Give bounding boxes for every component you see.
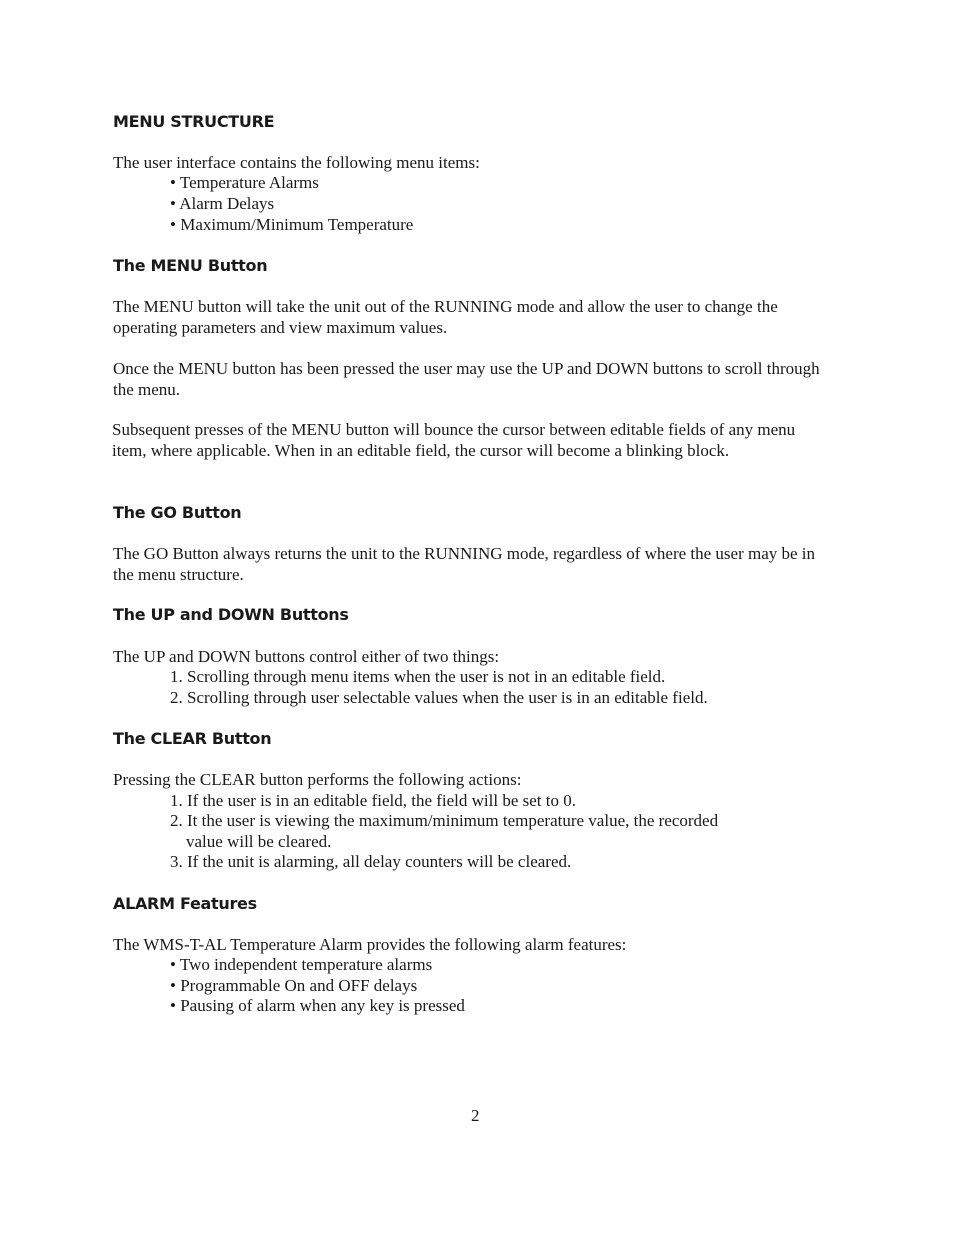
heading-updown-buttons: The UP and DOWN Buttons bbox=[113, 605, 349, 624]
heading-menu-structure: MENU STRUCTURE bbox=[113, 112, 275, 131]
alarm-features-intro: The WMS-T-AL Temperature Alarm provides the following alarm features: bbox=[113, 935, 627, 954]
updown-item-1: 1. Scrolling through menu items when the user is not in an editable field. bbox=[170, 667, 666, 686]
page-number: 2 bbox=[471, 1106, 480, 1125]
clear-item-2-line-1: 2. It the user is viewing the maximum/minimum temperature value, the recorded bbox=[170, 811, 719, 830]
heading-go-button: The GO Button bbox=[113, 503, 242, 522]
menu-button-paragraph-3: Subsequent presses of the MENU button will bounce the cursor between editable fields of any menu item, where applicable. When in an editable field, the cursor will become a blinking block. bbox=[112, 420, 796, 460]
clear-item-3: 3. If the unit is alarming, all delay counters will be cleared. bbox=[170, 852, 572, 871]
heading-menu-button: The MENU Button bbox=[113, 256, 268, 275]
updown-item-2: 2. Scrolling through user selectable values when the user is in an editable field. bbox=[170, 688, 708, 707]
heading-clear-button: The CLEAR Button bbox=[113, 729, 272, 748]
go-button-paragraph: The GO Button always returns the unit to the RUNNING mode, regardless of where the user may be in the menu structure. bbox=[113, 544, 816, 584]
alarm-feature-item-3: • Pausing of alarm when any key is pressed bbox=[170, 996, 465, 1015]
menu-item-alarm-delays: • Alarm Delays bbox=[170, 194, 275, 213]
menu-button-paragraph-1: The MENU button will take the unit out of the RUNNING mode and allow the user to change the operating parameters and view maximum values. bbox=[113, 297, 778, 337]
menu-item-max-min-temperature: • Maximum/Minimum Temperature bbox=[170, 215, 414, 234]
menu-item-temperature-alarms: • Temperature Alarms bbox=[170, 173, 319, 192]
clear-intro: Pressing the CLEAR button performs the following actions: bbox=[113, 770, 522, 789]
alarm-feature-item-2: • Programmable On and OFF delays bbox=[170, 976, 418, 995]
heading-alarm-features: ALARM Features bbox=[113, 894, 257, 913]
alarm-feature-item-1: • Two independent temperature alarms bbox=[170, 955, 433, 974]
updown-intro: The UP and DOWN buttons control either of two things: bbox=[113, 647, 500, 666]
clear-item-2-line-2: value will be cleared. bbox=[186, 832, 332, 851]
menu-button-paragraph-2: Once the MENU button has been pressed the user may use the UP and DOWN buttons to scroll through the menu. bbox=[113, 359, 820, 399]
clear-item-1: 1. If the user is in an editable field, the field will be set to 0. bbox=[170, 791, 576, 810]
menu-structure-intro: The user interface contains the following menu items: bbox=[113, 153, 480, 172]
